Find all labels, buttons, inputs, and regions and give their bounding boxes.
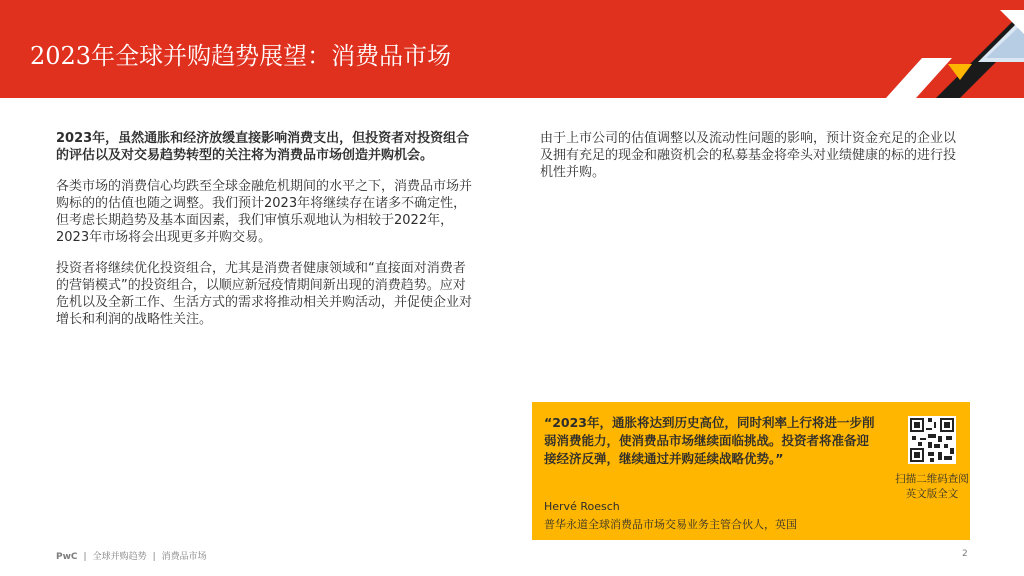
footer-separator: | (83, 552, 87, 562)
quote-author: Hervé Roesch (544, 500, 620, 513)
arrow-graphic-icon (874, 0, 1024, 98)
page-number: 2 (962, 549, 968, 559)
page-title: 2023年全球并购趋势展望：消费品市场 (30, 42, 452, 70)
qr-code-icon[interactable] (908, 416, 956, 464)
footer-section-1: 全球并购趋势 (92, 552, 147, 562)
footer-section-2: 消费品市场 (161, 552, 207, 562)
footer-separator: | (152, 552, 156, 562)
quote-author-role: 普华永道全球消费品市场交易业务主管合伙人，英国 (544, 518, 797, 531)
left-column (56, 130, 476, 342)
footer (56, 549, 207, 562)
quote-box (532, 402, 970, 540)
right-column (540, 130, 960, 195)
intro-paragraph: 2023年，虽然通胀和经济放缓直接影响消费支出，但投资者对投资组合的评估以及对交易趋势转型的关注将为消费品市场创造并购机会。 (56, 131, 470, 163)
body-paragraph-2: 投资者将继续优化投资组合，尤其是消费者健康领域和“直接面对消费者的营销模式”的投资组合，以顺应新冠疫情期间新出现的消费趋势。应对危机以及全新工作、生活方式的需求将推动相关并购活动，并促使企业对增长和利润的战略性关注。 (56, 261, 473, 327)
qr-caption: 扫描二维码查阅英文版全文 (895, 473, 969, 500)
header-banner (0, 0, 1024, 98)
body-paragraph-1: 各类市场的消费信心均跌至全球金融危机期间的水平之下，消费品市场并购标的的估值也随之调整。我们预计2023年将继续存在诸多不确定性，但考虑长期趋势及基本面因素，我们审慎乐观地认为相较于2022年，2023年市场将会出现更多并购交易。 (56, 179, 473, 245)
footer-brand: PwC (56, 552, 78, 562)
quote-text: “2023年，通胀将达到历史高位，同时利率上行将进一步削弱消费能力，使消费品市场继续面临挑战。投资者将准备迎接经济反弹，继续通过并购延续战略优势。” (544, 415, 875, 466)
body-paragraph-3: 由于上市公司的估值调整以及流动性问题的影响，预计资金充足的企业以及拥有充足的现金和融资机会的私募基金将牵头对业绩健康的标的进行投机性并购。 (540, 131, 957, 180)
